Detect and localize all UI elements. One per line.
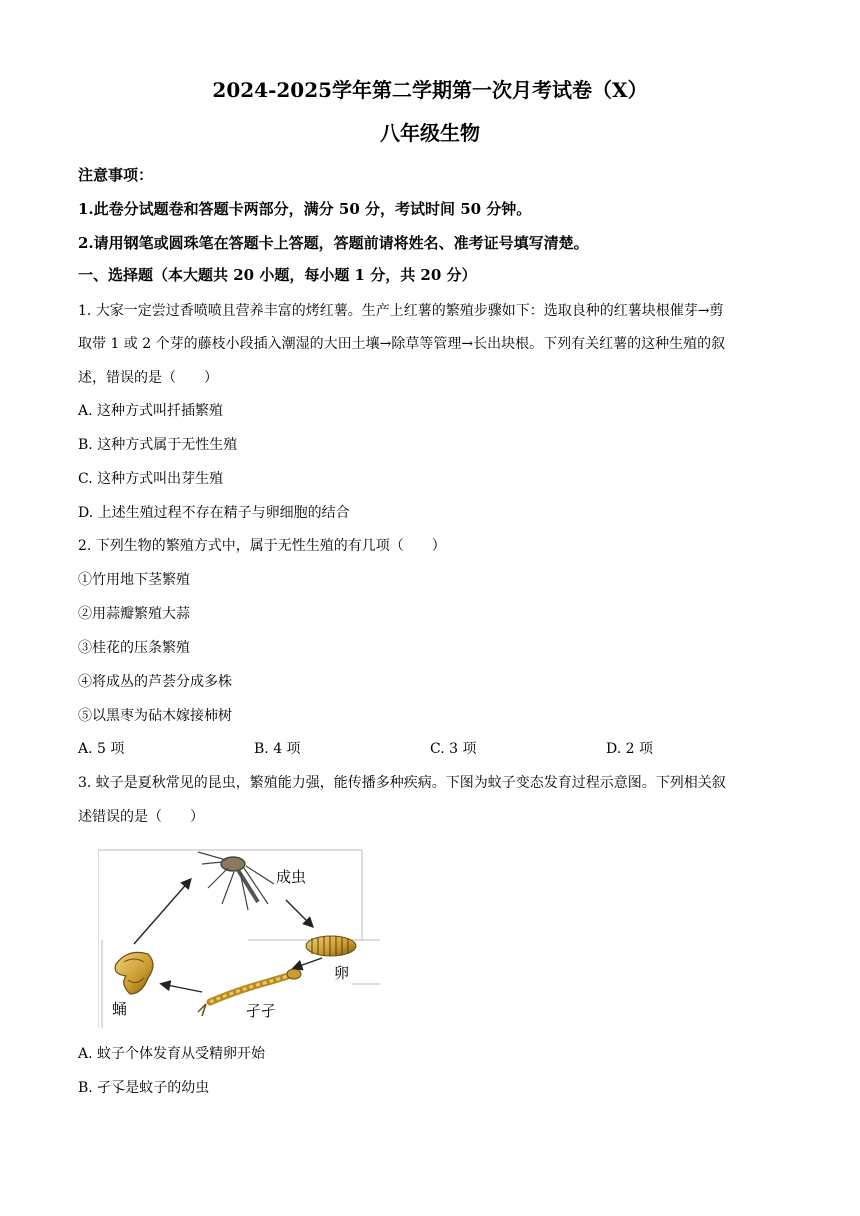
question-2-option-a: A. 5 项 xyxy=(78,741,125,757)
pupa-figure xyxy=(115,952,153,994)
question-1-option-c: C. 这种方式叫出芽生殖 xyxy=(78,471,224,487)
question-2-option-d: D. 2 项 xyxy=(606,741,653,757)
section-heading: 一、选择题（本大题共 20 小题，每小题 1 分，共 20 分） xyxy=(78,266,477,284)
question-3-option-a: A. 蚊子个体发育从受精卵开始 xyxy=(78,1046,266,1062)
arrow-larva-to-pupa xyxy=(162,984,202,992)
question-3-stem: 述错误的是（ ） xyxy=(78,809,204,825)
question-3-stem: 3. 蚊子是夏秋常见的昆虫，繁殖能力强，能传播多种疾病。下图为蚊子变态发育过程示意图。下列相关叙 xyxy=(78,775,726,791)
question-1-stem: 取带 1 或 2 个芽的藤枝小段插入潮湿的大田土壤→除草等管理→长出块根。下列有关红薯的这种生殖的叙 xyxy=(78,336,726,352)
label-larva: 孑孑 xyxy=(246,1002,277,1020)
note-item: 2.请用钢笔或圆珠笔在答题卡上答题，答题前请将姓名、准考证号填写清楚。 xyxy=(78,234,589,252)
label-pupa: 蛹 xyxy=(112,1000,128,1018)
question-2-item: ①竹用地下茎繁殖 xyxy=(78,572,190,588)
question-2-item: ③桂花的压条繁殖 xyxy=(78,640,190,656)
arrow-adult-to-egg xyxy=(286,900,312,926)
question-2-option-c: C. 3 项 xyxy=(430,741,477,757)
adult-mosquito-figure xyxy=(198,852,274,910)
exam-subtitle: 八年级生物 xyxy=(380,121,480,145)
label-egg: 卵 xyxy=(334,964,350,982)
arrow-pupa-to-adult xyxy=(134,880,190,944)
mosquito-lifecycle-diagram xyxy=(98,844,380,1028)
exam-title: 2024-2025学年第二学期第一次月考试卷（X） xyxy=(212,78,648,102)
question-1-option-d: D. 上述生殖过程不存在精子与卵细胞的结合 xyxy=(78,505,350,521)
question-2-option-b: B. 4 项 xyxy=(254,741,301,757)
question-2-item: ②用蒜瓣繁殖大蒜 xyxy=(78,606,190,622)
question-2-item: ④将成丛的芦荟分成多株 xyxy=(78,674,232,690)
question-2-stem: 2. 下列生物的繁殖方式中，属于无性生殖的有几项（ ） xyxy=(78,538,446,554)
egg-raft-figure xyxy=(306,936,356,956)
label-adult: 成虫 xyxy=(276,868,307,886)
question-1-option-a: A. 这种方式叫扦插繁殖 xyxy=(78,403,224,419)
question-1-stem: 1. 大家一定尝过香喷喷且营养丰富的烤红薯。生产上红薯的繁殖步骤如下：选取良种的红薯块根催芽→剪 xyxy=(78,303,724,319)
question-1-stem: 述，错误的是（ ） xyxy=(78,370,218,386)
arrow-egg-to-larva xyxy=(294,958,322,968)
question-2-item: ⑤以黑枣为砧木嫁接柿树 xyxy=(78,708,232,724)
question-1-option-b: B. 这种方式属于无性生殖 xyxy=(78,437,238,453)
question-3-option-b: B. 孑孓是蚊子的幼虫 xyxy=(78,1080,210,1096)
note-item: 1.此卷分试题卷和答题卡两部分，满分 50 分，考试时间 50 分钟。 xyxy=(78,200,532,218)
notes-heading: 注意事项： xyxy=(78,166,154,184)
